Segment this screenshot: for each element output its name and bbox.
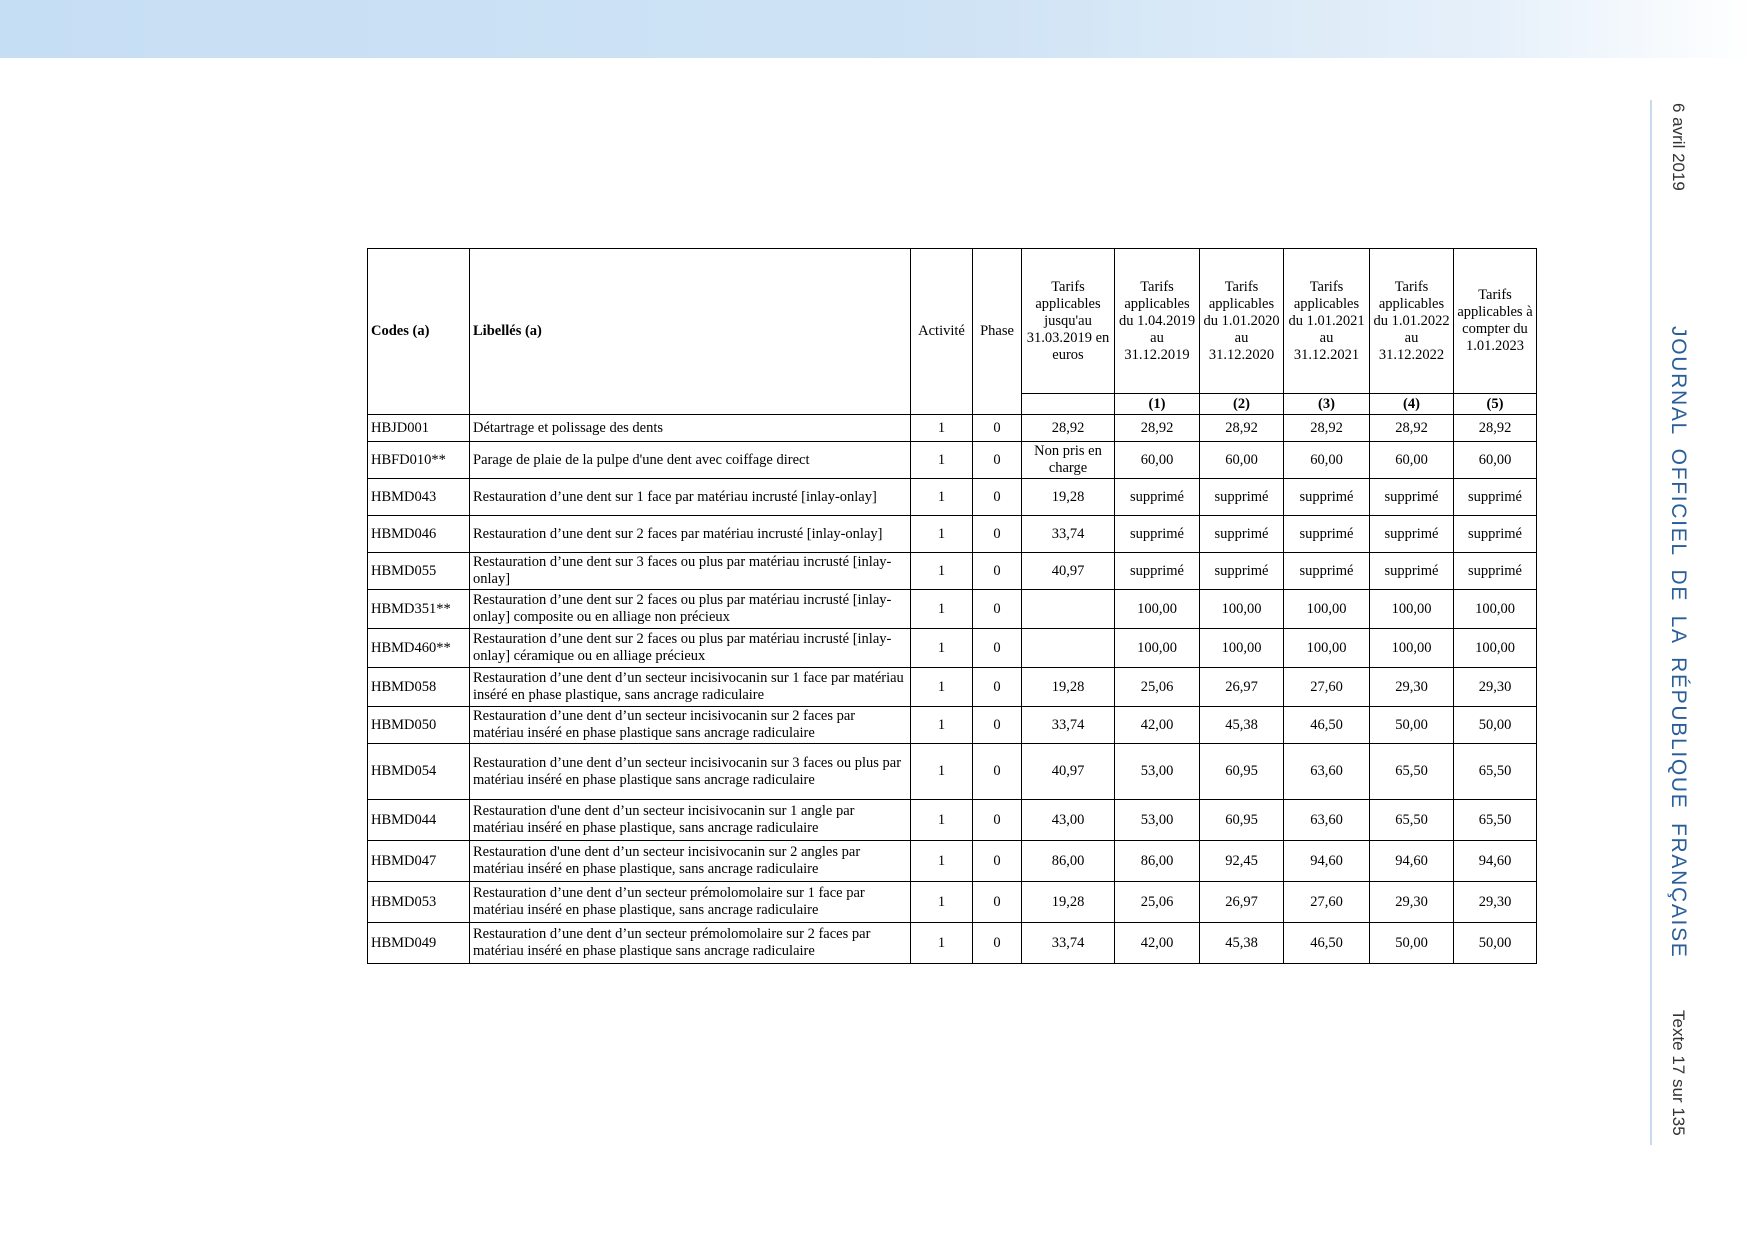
table-row xyxy=(368,707,1537,744)
tarif-cell xyxy=(1022,629,1115,668)
tarif-cell: 53,00 xyxy=(1115,744,1200,800)
tarif-cell: supprimé xyxy=(1454,553,1537,590)
tarif-cell: supprimé xyxy=(1370,479,1454,516)
tarif-cell: 27,60 xyxy=(1284,882,1370,923)
phase-cell: 0 xyxy=(973,516,1022,553)
header-tarif-5: Tarifs applicables à compter du 1.01.2023 xyxy=(1454,249,1537,394)
tarif-cell: supprimé xyxy=(1370,516,1454,553)
phase-cell: 0 xyxy=(973,442,1022,479)
tarif-cell: supprimé xyxy=(1284,516,1370,553)
table-row xyxy=(368,442,1537,479)
tarif-cell: 86,00 xyxy=(1022,841,1115,882)
header-row xyxy=(368,249,1537,394)
libelle-cell: Restauration d’une dent d’un secteur incisivocanin sur 3 faces ou plus par matériau inséré en phase plastique sans ancrage radiculaire xyxy=(470,744,911,800)
phase-cell: 0 xyxy=(973,923,1022,964)
header-tarif-3: Tarifs applicables du 1.01.2021 au 31.12.2021 xyxy=(1284,249,1370,394)
activite-cell: 1 xyxy=(911,882,973,923)
code-cell: HBMD049 xyxy=(368,923,470,964)
activite-cell: 1 xyxy=(911,800,973,841)
phase-cell: 0 xyxy=(973,841,1022,882)
table-row xyxy=(368,744,1537,800)
tarif-cell: supprimé xyxy=(1200,553,1284,590)
tarif-cell: 29,30 xyxy=(1454,882,1537,923)
tarif-cell: supprimé xyxy=(1284,553,1370,590)
code-cell: HBMD050 xyxy=(368,707,470,744)
tarif-cell: 42,00 xyxy=(1115,707,1200,744)
phase-cell: 0 xyxy=(973,629,1022,668)
libelle-cell: Restauration d’une dent sur 2 faces ou plus par matériau incrusté [inlay-onlay] composite ou en alliage non précieux xyxy=(470,590,911,629)
tarif-cell: 100,00 xyxy=(1284,629,1370,668)
tarif-cell: 65,50 xyxy=(1454,800,1537,841)
tarif-cell: 28,92 xyxy=(1454,415,1537,442)
tarif-cell: 100,00 xyxy=(1115,629,1200,668)
table-row xyxy=(368,629,1537,668)
tarif-cell: 19,28 xyxy=(1022,479,1115,516)
col-number-empty xyxy=(1022,394,1115,415)
tarif-cell: 45,38 xyxy=(1200,707,1284,744)
tarif-cell: 65,50 xyxy=(1370,744,1454,800)
tarif-cell: 46,50 xyxy=(1284,923,1370,964)
table-row xyxy=(368,800,1537,841)
tarif-cell: 60,00 xyxy=(1370,442,1454,479)
libelle-cell: Restauration d’une dent d’un secteur prémolomolaire sur 2 faces par matériau inséré en phase plastique sans ancrage radiculaire xyxy=(470,923,911,964)
tarif-cell: 100,00 xyxy=(1454,590,1537,629)
col-number: (1) xyxy=(1115,394,1200,415)
phase-cell: 0 xyxy=(973,707,1022,744)
tarif-cell: supprimé xyxy=(1115,553,1200,590)
tarif-cell: 29,30 xyxy=(1370,668,1454,707)
phase-cell: 0 xyxy=(973,668,1022,707)
tarif-cell: supprimé xyxy=(1115,516,1200,553)
tarif-cell: 40,97 xyxy=(1022,744,1115,800)
libelle-cell: Restauration d’une dent sur 3 faces ou plus par matériau incrusté [inlay-onlay] xyxy=(470,553,911,590)
libelle-cell: Restauration d’une dent d’un secteur incisivocanin sur 2 faces par matériau inséré en phase plastique sans ancrage radiculaire xyxy=(470,707,911,744)
tarif-cell: 27,60 xyxy=(1284,668,1370,707)
tarif-cell: 29,30 xyxy=(1454,668,1537,707)
header-phase: Phase xyxy=(973,249,1022,415)
tarif-cell: 42,00 xyxy=(1115,923,1200,964)
table-row xyxy=(368,668,1537,707)
tarif-cell: 94,60 xyxy=(1284,841,1370,882)
tarif-cell: 60,00 xyxy=(1454,442,1537,479)
tarif-cell: 33,74 xyxy=(1022,707,1115,744)
tarif-cell xyxy=(1022,590,1115,629)
table-row xyxy=(368,479,1537,516)
activite-cell: 1 xyxy=(911,479,973,516)
tarif-cell: 28,92 xyxy=(1200,415,1284,442)
table-row xyxy=(368,553,1537,590)
libelle-cell: Restauration d’une dent sur 2 faces ou plus par matériau incrusté [inlay-onlay] céramique ou en alliage précieux xyxy=(470,629,911,668)
table-row xyxy=(368,882,1537,923)
tarif-cell: 40,97 xyxy=(1022,553,1115,590)
tarif-cell: supprimé xyxy=(1284,479,1370,516)
phase-cell: 0 xyxy=(973,800,1022,841)
tarif-cell: 86,00 xyxy=(1115,841,1200,882)
tarif-cell: 29,30 xyxy=(1370,882,1454,923)
header-tarif-0: Tarifs applicables jusqu'au 31.03.2019 en euros xyxy=(1022,249,1115,394)
libelle-cell: Restauration d'une dent d’un secteur incisivocanin sur 1 angle par matériau inséré en phase plastique, sans ancrage radiculaire xyxy=(470,800,911,841)
tarif-cell: 28,92 xyxy=(1284,415,1370,442)
libelle-cell: Restauration d’une dent d’un secteur incisivocanin sur 1 face par matériau inséré en phase plastique, sans ancrage radiculaire xyxy=(470,668,911,707)
tarif-cell: 63,60 xyxy=(1284,744,1370,800)
tarif-cell: 60,95 xyxy=(1200,800,1284,841)
code-cell: HBMD054 xyxy=(368,744,470,800)
code-cell: HBMD044 xyxy=(368,800,470,841)
activite-cell: 1 xyxy=(911,415,973,442)
libelle-cell: Parage de plaie de la pulpe d'une dent avec coiffage direct xyxy=(470,442,911,479)
header-tarif-1: Tarifs applicables du 1.04.2019 au 31.12.2019 xyxy=(1115,249,1200,394)
tarif-cell: 19,28 xyxy=(1022,668,1115,707)
tarif-cell: 50,00 xyxy=(1454,923,1537,964)
tarif-cell: 28,92 xyxy=(1370,415,1454,442)
tarif-cell: 53,00 xyxy=(1115,800,1200,841)
libelle-cell: Restauration d’une dent d’un secteur prémolomolaire sur 1 face par matériau inséré en phase plastique, sans ancrage radiculaire xyxy=(470,882,911,923)
libelle-cell: Restauration d’une dent sur 2 faces par matériau incrusté [inlay-onlay] xyxy=(470,516,911,553)
tarif-cell: 33,74 xyxy=(1022,923,1115,964)
publication-date: 6 avril 2019 xyxy=(1669,103,1688,191)
phase-cell: 0 xyxy=(973,553,1022,590)
libelle-cell: Restauration d’une dent sur 1 face par matériau incrusté [inlay-onlay] xyxy=(470,479,911,516)
code-cell: HBFD010** xyxy=(368,442,470,479)
tarif-cell: 19,28 xyxy=(1022,882,1115,923)
phase-cell: 0 xyxy=(973,590,1022,629)
tarif-cell: 50,00 xyxy=(1454,707,1537,744)
tarif-cell: 25,06 xyxy=(1115,882,1200,923)
margin-rule xyxy=(1650,100,1652,1145)
tarif-cell: 94,60 xyxy=(1370,841,1454,882)
activite-cell: 1 xyxy=(911,553,973,590)
tarif-cell: 28,92 xyxy=(1115,415,1200,442)
tarif-cell: 26,97 xyxy=(1200,882,1284,923)
tarif-cell: 28,92 xyxy=(1022,415,1115,442)
tarif-cell: 63,60 xyxy=(1284,800,1370,841)
code-cell: HBMD351** xyxy=(368,590,470,629)
col-number: (4) xyxy=(1370,394,1454,415)
tarif-cell: 60,00 xyxy=(1115,442,1200,479)
header-libelles: Libellés (a) xyxy=(470,249,911,415)
tarif-cell: 100,00 xyxy=(1200,590,1284,629)
tarif-cell: 94,60 xyxy=(1454,841,1537,882)
journal-title: JOURNAL OFFICIEL DE LA RÉPUBLIQUE FRANÇAISE xyxy=(1667,326,1690,959)
table-row xyxy=(368,590,1537,629)
col-number: (3) xyxy=(1284,394,1370,415)
tarif-cell: 45,38 xyxy=(1200,923,1284,964)
tarif-cell: 92,45 xyxy=(1200,841,1284,882)
activite-cell: 1 xyxy=(911,629,973,668)
tarif-cell: 25,06 xyxy=(1115,668,1200,707)
header-tarif-2: Tarifs applicables du 1.01.2020 au 31.12.2020 xyxy=(1200,249,1284,394)
header-tarif-4: Tarifs applicables du 1.01.2022 au 31.12.2022 xyxy=(1370,249,1454,394)
tarif-cell: supprimé xyxy=(1115,479,1200,516)
tarif-cell: 65,50 xyxy=(1370,800,1454,841)
tarif-cell: 50,00 xyxy=(1370,707,1454,744)
libelle-cell: Restauration d'une dent d’un secteur incisivocanin sur 2 angles par matériau inséré en phase plastique, sans ancrage radiculaire xyxy=(470,841,911,882)
header-activite: Activité xyxy=(911,249,973,415)
tarif-cell: 33,74 xyxy=(1022,516,1115,553)
tarif-cell: 100,00 xyxy=(1370,590,1454,629)
table-row xyxy=(368,516,1537,553)
table-row xyxy=(368,415,1537,442)
phase-cell: 0 xyxy=(973,479,1022,516)
phase-cell: 0 xyxy=(973,744,1022,800)
tarif-cell: 100,00 xyxy=(1370,629,1454,668)
tarifs-table xyxy=(367,248,1537,964)
tarif-cell: 100,00 xyxy=(1200,629,1284,668)
activite-cell: 1 xyxy=(911,668,973,707)
tarif-cell: 43,00 xyxy=(1022,800,1115,841)
tarif-cell: supprimé xyxy=(1454,516,1537,553)
tarif-cell: 50,00 xyxy=(1370,923,1454,964)
tarif-cell: 60,00 xyxy=(1200,442,1284,479)
phase-cell: 0 xyxy=(973,415,1022,442)
table-row xyxy=(368,923,1537,964)
activite-cell: 1 xyxy=(911,516,973,553)
code-cell: HBMD460** xyxy=(368,629,470,668)
activite-cell: 1 xyxy=(911,744,973,800)
code-cell: HBJD001 xyxy=(368,415,470,442)
tarif-cell: supprimé xyxy=(1370,553,1454,590)
tarif-cell: supprimé xyxy=(1200,516,1284,553)
tarif-cell: 100,00 xyxy=(1284,590,1370,629)
tarif-cell: Non pris en charge xyxy=(1022,442,1115,479)
top-banner xyxy=(0,0,1754,58)
tarif-cell: 65,50 xyxy=(1454,744,1537,800)
code-cell: HBMD043 xyxy=(368,479,470,516)
activite-cell: 1 xyxy=(911,590,973,629)
tarif-cell: 60,95 xyxy=(1200,744,1284,800)
col-number: (5) xyxy=(1454,394,1537,415)
table-row xyxy=(368,841,1537,882)
text-counter: Texte 17 sur 135 xyxy=(1669,1010,1688,1136)
code-cell: HBMD055 xyxy=(368,553,470,590)
tarif-cell: 26,97 xyxy=(1200,668,1284,707)
tarif-cell: supprimé xyxy=(1200,479,1284,516)
tarif-cell: 60,00 xyxy=(1284,442,1370,479)
activite-cell: 1 xyxy=(911,923,973,964)
tarif-cell: 100,00 xyxy=(1454,629,1537,668)
header-codes: Codes (a) xyxy=(368,249,470,415)
tarif-cell: 46,50 xyxy=(1284,707,1370,744)
activite-cell: 1 xyxy=(911,442,973,479)
tarif-cell: supprimé xyxy=(1454,479,1537,516)
activite-cell: 1 xyxy=(911,841,973,882)
libelle-cell: Détartrage et polissage des dents xyxy=(470,415,911,442)
tarif-cell: 100,00 xyxy=(1115,590,1200,629)
code-cell: HBMD047 xyxy=(368,841,470,882)
col-number: (2) xyxy=(1200,394,1284,415)
phase-cell: 0 xyxy=(973,882,1022,923)
activite-cell: 1 xyxy=(911,707,973,744)
code-cell: HBMD053 xyxy=(368,882,470,923)
code-cell: HBMD058 xyxy=(368,668,470,707)
code-cell: HBMD046 xyxy=(368,516,470,553)
